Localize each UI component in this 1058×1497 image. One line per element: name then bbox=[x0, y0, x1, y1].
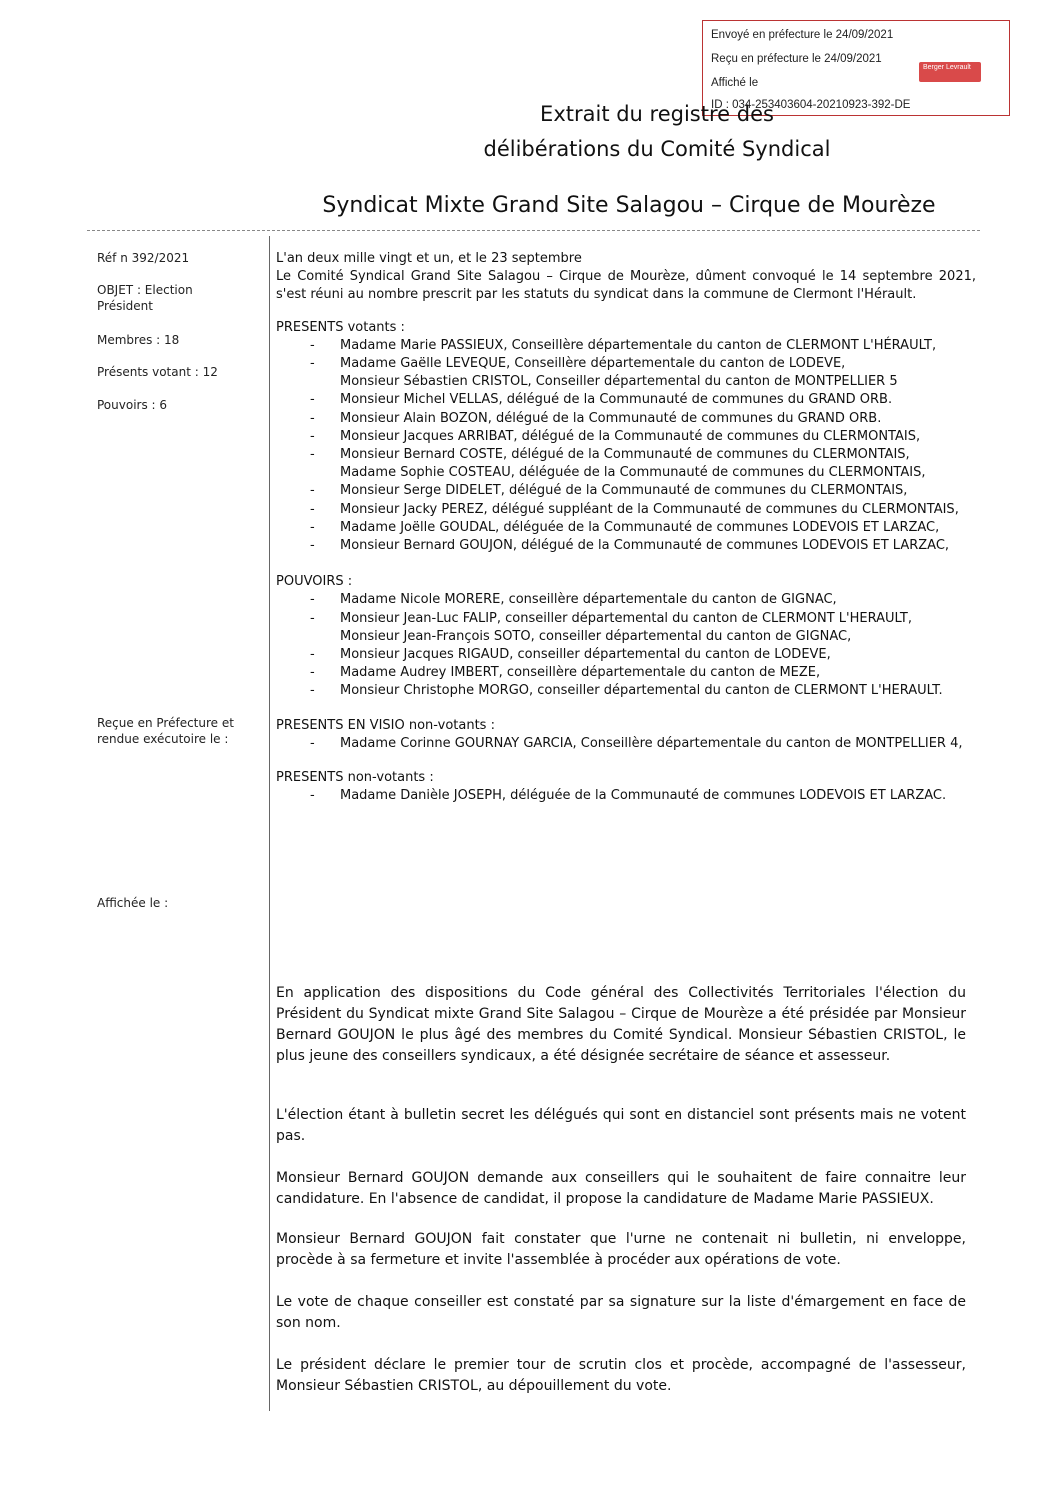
pouvoirs-heading: POUVOIRS : bbox=[276, 574, 353, 590]
stamp-envoye: Envoyé en préfecture le 24/09/2021 bbox=[711, 29, 894, 41]
membres-count: Membres : 18 bbox=[97, 333, 180, 347]
non-votants-heading: PRESENTS non-votants : bbox=[276, 770, 434, 786]
list-item: - Monsieur Christophe MORGO, conseiller départemental du canton de CLERMONT L'HERAULT. bbox=[310, 683, 943, 699]
list-item: - Madame Danièle JOSEPH, déléguée de la Communauté de communes LODEVOIS ET LARZAC. bbox=[310, 788, 947, 804]
list-item: - Madame Nicole MORERE, conseillère départementale du canton de GIGNAC, bbox=[310, 592, 837, 608]
list-item: - Monsieur Jacques ARRIBAT, délégué de la Communauté de communes du CLERMONTAIS, bbox=[310, 428, 921, 444]
list-item: - Monsieur Bernard COSTE, délégué de la Communauté de communes du CLERMONTAIS, bbox=[310, 447, 910, 463]
paragraph-urne: Monsieur Bernard GOUJON fait constater que l'urne ne contenait ni bulletin, ni enveloppe, procède à sa fermeture et invite l'assemblée à procéder aux opérations de vote. bbox=[276, 1231, 966, 1268]
stamp-recu: Reçu en préfecture le 24/09/2021 bbox=[711, 53, 882, 65]
header-divider bbox=[87, 230, 980, 231]
presents-votants-list bbox=[276, 337, 976, 555]
pouvoirs-count: Pouvoirs : 6 bbox=[97, 398, 168, 412]
affichee-label: Affichée le : bbox=[97, 896, 169, 910]
list-item: - Monsieur Bernard GOUJON, délégué de la Communauté de communes LODEVOIS ET LARZAC, bbox=[310, 538, 950, 554]
list-item: - Monsieur Jacques RIGAUD, conseiller départemental du canton de LODEVE, bbox=[310, 647, 831, 663]
list-item: Madame Sophie COSTEAU, déléguée de la Communauté de communes du CLERMONTAIS, bbox=[340, 465, 926, 481]
list-item: - Madame Gaëlle LEVEQUE, Conseillère départementale du canton de LODEVE, bbox=[310, 356, 846, 372]
title-line-3: Syndicat Mixte Grand Site Salagou – Cirque de Mourèze bbox=[322, 193, 936, 218]
list-item: - Monsieur Jacky PEREZ, délégué suppléant de la Communauté de communes du CLERMONTAIS, bbox=[310, 501, 959, 517]
attendance-section bbox=[276, 250, 976, 805]
list-item: - Monsieur Serge DIDELET, délégué de la Communauté de communes du CLERMONTAIS, bbox=[310, 483, 908, 499]
paragraph-secret-ballot: L'élection étant à bulletin secret les délégués qui sont en distanciel sont présents mais ne votent pas. bbox=[276, 1107, 966, 1144]
non-votants-list bbox=[276, 787, 976, 805]
berger-levrault-logo: Berger Levrault bbox=[919, 62, 981, 82]
intro-line-2: Le Comité Syndical Grand Site Salagou – Cirque de Mourèze, dûment convoqué le 14 septembre 2021, s'est réuni au nombre prescrit par les statuts du syndicat dans la commune de Clermont l'Hérault. bbox=[276, 269, 976, 303]
list-item: Monsieur Jean-François SOTO, conseiller départemental du canton de GIGNAC, bbox=[340, 628, 852, 644]
list-item: - Madame Marie PASSIEUX, Conseillère départementale du canton de CLERMONT L'HÉRAULT, bbox=[310, 337, 937, 353]
column-divider bbox=[269, 236, 270, 1411]
visio-heading: PRESENTS EN VISIO non-votants : bbox=[276, 717, 495, 733]
paragraph-vote-signature: Le vote de chaque conseiller est constaté par sa signature sur la liste d'émargement en face de son nom. bbox=[276, 1294, 966, 1331]
list-item: - Madame Corinne GOURNAY GARCIA, Conseillère départementale du canton de MONTPELLIER 4, bbox=[310, 735, 963, 751]
list-item: - Madame Audrey IMBERT, conseillère départementale du canton de MEZE, bbox=[310, 665, 821, 681]
stamp-affiche: Affiché le bbox=[711, 77, 759, 89]
list-item: - Monsieur Michel VELLAS, délégué de la Communauté de communes du GRAND ORB. bbox=[310, 392, 893, 408]
stamp-id: ID : 034-253403604-20210923-392-DE bbox=[711, 99, 911, 111]
intro-line-1: L'an deux mille vingt et un, et le 23 septembre bbox=[276, 251, 582, 266]
title-line-1: Extrait du registre des bbox=[540, 102, 774, 126]
presents-count: Présents votant : 12 bbox=[97, 365, 218, 379]
list-item: - Monsieur Alain BOZON, délégué de la Communauté de communes du GRAND ORB. bbox=[310, 410, 882, 426]
title-line-2: délibérations du Comité Syndical bbox=[483, 137, 831, 161]
paragraph-election-rules: En application des dispositions du Code général des Collectivités Territoriales l'élection du Président du Syndicat mixte Grand Site Salagou – Cirque de Mourèze a été présidée par Monsieur Bernard GOUJON le plus âgé des membres du Comité Syndical. Monsieur Sébastien CRISTOL, le plus jeune des conseillers syndicaux, a été désignée secrétaire de séance et assesseur. bbox=[276, 985, 966, 1064]
pouvoirs-list bbox=[276, 591, 976, 700]
reference-number: Réf n 392/2021 bbox=[97, 251, 190, 265]
list-item: - Monsieur Jean-Luc FALIP, conseiller départemental du canton de CLERMONT L'HERAULT, bbox=[310, 610, 913, 626]
recue-prefecture-label: Reçue en Préfecture et rendue exécutoire le : bbox=[97, 716, 234, 746]
list-item: - Madame Joëlle GOUDAL, déléguée de la Communauté de communes LODEVOIS ET LARZAC, bbox=[310, 519, 940, 535]
paragraph-candidature: Monsieur Bernard GOUJON demande aux conseillers qui le souhaitent de faire connaitre leur candidature. En l'absence de candidat, il propose la candidature de Madame Marie PASSIEUX. bbox=[276, 1170, 966, 1207]
objet-label: OBJET : Election Président bbox=[97, 283, 193, 313]
paragraph-depouillement: Le président déclare le premier tour de scrutin clos et procède, accompagné de l'assesseur, Monsieur Sébastien CRISTOL, au dépouillement du vote. bbox=[276, 1357, 966, 1394]
visio-list bbox=[276, 735, 976, 753]
presents-votants-heading: PRESENTS votants : bbox=[276, 319, 405, 335]
list-item: Monsieur Sébastien CRISTOL, Conseiller départemental du canton de MONTPELLIER 5 bbox=[340, 374, 898, 390]
